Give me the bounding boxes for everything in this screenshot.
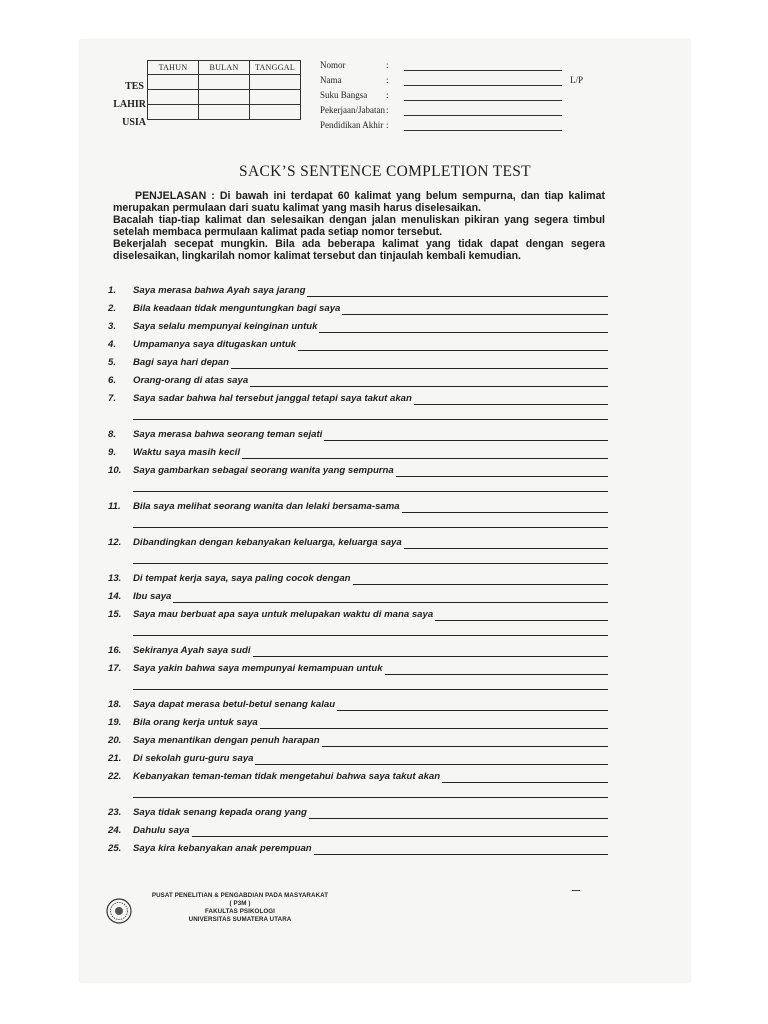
answer-line[interactable] bbox=[314, 854, 608, 855]
item-number: 20. bbox=[108, 735, 122, 746]
cell-tes-tahun[interactable] bbox=[148, 75, 199, 90]
item-prompt: Saya gambarkan sebagai seorang wanita yang sempurna bbox=[133, 465, 394, 476]
field-input-line[interactable] bbox=[404, 130, 562, 131]
sentence-item bbox=[108, 465, 608, 483]
item-number: 16. bbox=[108, 645, 122, 656]
sentence-item bbox=[108, 753, 608, 771]
item-prompt: Dahulu saya bbox=[133, 825, 190, 836]
sentence-item bbox=[108, 843, 608, 861]
answer-continuation bbox=[108, 411, 608, 429]
answer-line[interactable] bbox=[250, 386, 608, 387]
item-number: 3. bbox=[108, 321, 117, 332]
sentence-item bbox=[108, 663, 608, 681]
item-prompt: Di tempat kerja saya, saya paling cocok dengan bbox=[133, 573, 351, 584]
sentence-item bbox=[108, 825, 608, 843]
item-number: 4. bbox=[108, 339, 117, 350]
item-prompt: Saya mau berbuat apa saya untuk melupakan waktu di mana saya bbox=[133, 609, 434, 620]
answer-line[interactable] bbox=[260, 728, 608, 729]
answer-continuation bbox=[108, 627, 608, 645]
footer-line: FAKULTAS PSIKOLOGI bbox=[205, 908, 275, 915]
row-label-lahir: LAHIR bbox=[113, 99, 146, 110]
answer-continuation bbox=[108, 555, 608, 573]
item-prompt: Di sekolah guru-guru saya bbox=[133, 753, 254, 764]
field-colon: : bbox=[386, 120, 389, 130]
sentence-item bbox=[108, 375, 608, 393]
field-colon: : bbox=[386, 105, 389, 115]
field-nomor bbox=[320, 60, 660, 75]
item-prompt: Kebanyakan teman-teman tidak mengetahui bahwa saya takut akan bbox=[133, 771, 441, 782]
item-prompt: Ibu saya bbox=[133, 591, 172, 602]
field-pendidikan bbox=[320, 120, 660, 135]
sentence-item bbox=[108, 807, 608, 825]
footer-line: ( P3M ) bbox=[229, 900, 251, 907]
row-label-tes: TES bbox=[125, 81, 144, 92]
col-tanggal: TANGGAL bbox=[250, 61, 301, 75]
sentence-item bbox=[108, 321, 608, 339]
sentence-item bbox=[108, 285, 608, 303]
answer-line[interactable] bbox=[242, 458, 608, 459]
answer-line[interactable] bbox=[298, 350, 608, 351]
item-number: 2. bbox=[108, 303, 117, 314]
instructions bbox=[113, 190, 605, 262]
answer-line[interactable] bbox=[414, 404, 608, 405]
item-number: 7. bbox=[108, 393, 117, 404]
sentence-item bbox=[108, 393, 608, 411]
item-number: 18. bbox=[108, 699, 122, 710]
item-prompt: Saya tidak senang kepada orang yang bbox=[133, 807, 307, 818]
sentence-item bbox=[108, 699, 608, 717]
sentence-item bbox=[108, 591, 608, 609]
answer-line[interactable] bbox=[133, 491, 608, 492]
field-input-line[interactable] bbox=[404, 70, 562, 71]
date-table bbox=[147, 60, 301, 120]
answer-line[interactable] bbox=[442, 782, 608, 783]
sentence-item bbox=[108, 303, 608, 321]
answer-line[interactable] bbox=[309, 818, 608, 819]
sentence-item bbox=[108, 717, 608, 735]
answer-line[interactable] bbox=[322, 746, 608, 747]
item-number: 21. bbox=[108, 753, 122, 764]
answer-continuation bbox=[108, 789, 608, 807]
answer-line[interactable] bbox=[133, 419, 608, 420]
item-prompt: Saya selalu mempunyai keinginan untuk bbox=[133, 321, 318, 332]
answer-continuation bbox=[108, 483, 608, 501]
field-colon: : bbox=[386, 75, 389, 85]
sentence-list bbox=[108, 285, 608, 861]
sentence-item bbox=[108, 537, 608, 555]
sentence-item bbox=[108, 357, 608, 375]
sentence-item bbox=[108, 573, 608, 591]
field-colon: : bbox=[386, 60, 389, 70]
item-number: 24. bbox=[108, 825, 122, 836]
field-label: Nama bbox=[320, 75, 342, 85]
cell-usia-tahun[interactable] bbox=[148, 105, 199, 120]
answer-line[interactable] bbox=[324, 440, 608, 441]
row-label-usia: USIA bbox=[122, 117, 146, 128]
answer-line[interactable] bbox=[133, 689, 608, 690]
footer-line: UNIVERSITAS SUMATERA UTARA bbox=[188, 916, 292, 923]
answer-line[interactable] bbox=[353, 584, 608, 585]
answer-line[interactable] bbox=[253, 656, 608, 657]
answer-line[interactable] bbox=[404, 548, 608, 549]
item-prompt: Saya sadar bahwa hal tersebut janggal tetapi saya takut akan bbox=[133, 393, 412, 404]
item-number: 17. bbox=[108, 663, 122, 674]
field-label: Nomor bbox=[320, 60, 346, 70]
item-prompt: Saya kira kebanyakan anak perempuan bbox=[133, 843, 312, 854]
item-number: 14. bbox=[108, 591, 122, 602]
answer-line[interactable] bbox=[319, 332, 608, 333]
item-prompt: Saya merasa bahwa seorang teman sejati bbox=[133, 429, 323, 440]
sentence-item bbox=[108, 735, 608, 753]
answer-line[interactable] bbox=[385, 674, 608, 675]
answer-line[interactable] bbox=[133, 635, 608, 636]
answer-line[interactable] bbox=[133, 563, 608, 564]
answer-line[interactable] bbox=[133, 797, 608, 798]
answer-continuation bbox=[108, 519, 608, 537]
item-prompt: Saya dapat merasa betul-betul senang kalau bbox=[133, 699, 336, 710]
answer-line[interactable] bbox=[396, 476, 608, 477]
item-number: 1. bbox=[108, 285, 117, 296]
field-input-line[interactable] bbox=[404, 100, 562, 101]
cell-lahir-bulan[interactable] bbox=[199, 90, 250, 105]
cell-tes-tanggal[interactable] bbox=[250, 75, 301, 90]
answer-line[interactable] bbox=[337, 710, 608, 711]
item-prompt: Saya yakin bahwa saya mempunyai kemampuan untuk bbox=[133, 663, 383, 674]
answer-line[interactable] bbox=[255, 764, 608, 765]
sentence-item bbox=[108, 447, 608, 465]
item-number: 23. bbox=[108, 807, 122, 818]
item-number: 15. bbox=[108, 609, 122, 620]
item-prompt: Orang-orang di atas saya bbox=[133, 375, 249, 386]
sentence-item bbox=[108, 645, 608, 663]
answer-line[interactable] bbox=[435, 620, 608, 621]
item-prompt: Bagi saya hari depan bbox=[133, 357, 229, 368]
item-number: 9. bbox=[108, 447, 117, 458]
sentence-item bbox=[108, 339, 608, 357]
field-colon: : bbox=[386, 90, 389, 100]
footer-institution bbox=[140, 892, 340, 924]
item-prompt: Dibandingkan dengan kebanyakan keluarga, keluarga saya bbox=[133, 537, 402, 548]
cell-tes-bulan[interactable] bbox=[199, 75, 250, 90]
sentence-item bbox=[108, 429, 608, 447]
footer-line: PUSAT PENELITIAN & PENGABDIAN PADA MASYARAKAT bbox=[151, 892, 329, 899]
item-prompt: Sekiranya Ayah saya sudi bbox=[133, 645, 251, 656]
instruction-paragraph: Bacalah tiap-tiap kalimat dan selesaikan dengan jalan menuliskan pikiran yang segera timbul setelah membaca permulaan kalimat pada setiap nomor tersebut. bbox=[113, 214, 605, 238]
answer-line[interactable] bbox=[231, 368, 608, 369]
sentence-item bbox=[108, 609, 608, 627]
item-prompt: Bila saya melihat seorang wanita dan lelaki bersama-sama bbox=[133, 501, 400, 512]
item-number: 11. bbox=[108, 501, 121, 512]
answer-line[interactable] bbox=[342, 314, 608, 315]
cell-usia-bulan[interactable] bbox=[199, 105, 250, 120]
answer-line[interactable] bbox=[192, 836, 608, 837]
page-title: SACK’S SENTENCE COMPLETION TEST bbox=[239, 163, 531, 180]
item-prompt: Saya menantikan dengan penuh harapan bbox=[133, 735, 320, 746]
field-input-line[interactable] bbox=[404, 85, 562, 86]
answer-line[interactable] bbox=[173, 602, 608, 603]
item-number: 6. bbox=[108, 375, 117, 386]
field-label: Pekerjaan/Jabatan bbox=[320, 105, 385, 115]
document-page bbox=[80, 40, 690, 982]
answer-line[interactable] bbox=[402, 512, 608, 513]
item-prompt: Umpamanya saya ditugaskan untuk bbox=[133, 339, 297, 350]
item-prompt: Saya merasa bahwa Ayah saya jarang bbox=[133, 285, 306, 296]
item-number: 25. bbox=[108, 843, 122, 854]
item-prompt: Bila keadaan tidak menguntungkan bagi saya bbox=[133, 303, 341, 314]
sentence-item bbox=[108, 771, 608, 789]
item-prompt: Bila orang kerja untuk saya bbox=[133, 717, 258, 728]
item-number: 5. bbox=[108, 357, 117, 368]
university-seal-icon bbox=[106, 898, 132, 924]
item-number: 19. bbox=[108, 717, 122, 728]
field-label: Pendidikan Akhir bbox=[320, 120, 384, 130]
cell-usia-tanggal[interactable] bbox=[250, 105, 301, 120]
scan-mark bbox=[572, 890, 580, 891]
identity-fields bbox=[320, 60, 660, 135]
sentence-item bbox=[108, 501, 608, 519]
footer bbox=[106, 892, 406, 932]
item-number: 10. bbox=[108, 465, 122, 476]
answer-line[interactable] bbox=[133, 527, 608, 528]
field-pekerjaan bbox=[320, 105, 660, 120]
instruction-paragraph: PENJELASAN : Di bawah ini terdapat 60 kalimat yang belum sempurna, dan tiap kalimat merupakan permulaan dari suatu kalimat yang masih harus diselesaikan. bbox=[113, 190, 605, 214]
field-suku-bangsa bbox=[320, 90, 660, 105]
field-nama bbox=[320, 75, 660, 90]
cell-lahir-tanggal[interactable] bbox=[250, 90, 301, 105]
field-input-line[interactable] bbox=[404, 115, 562, 116]
answer-continuation bbox=[108, 681, 608, 699]
item-prompt: Waktu saya masih kecil bbox=[133, 447, 241, 458]
col-bulan: BULAN bbox=[199, 61, 250, 75]
field-label: Suku Bangsa bbox=[320, 90, 368, 100]
cell-lahir-tahun[interactable] bbox=[148, 90, 199, 105]
item-number: 13. bbox=[108, 573, 122, 584]
item-number: 22. bbox=[108, 771, 122, 782]
answer-line[interactable] bbox=[307, 296, 608, 297]
gender-label: L/P bbox=[570, 75, 584, 85]
instruction-paragraph: Bekerjalah secepat mungkin. Bila ada beberapa kalimat yang tidak dapat dengan segera diselesaikan, lingkarilah nomor kalimat tersebut dan tinjaulah kembali kemudian. bbox=[113, 238, 605, 262]
col-tahun: TAHUN bbox=[148, 61, 199, 75]
item-number: 8. bbox=[108, 429, 117, 440]
item-number: 12. bbox=[108, 537, 122, 548]
